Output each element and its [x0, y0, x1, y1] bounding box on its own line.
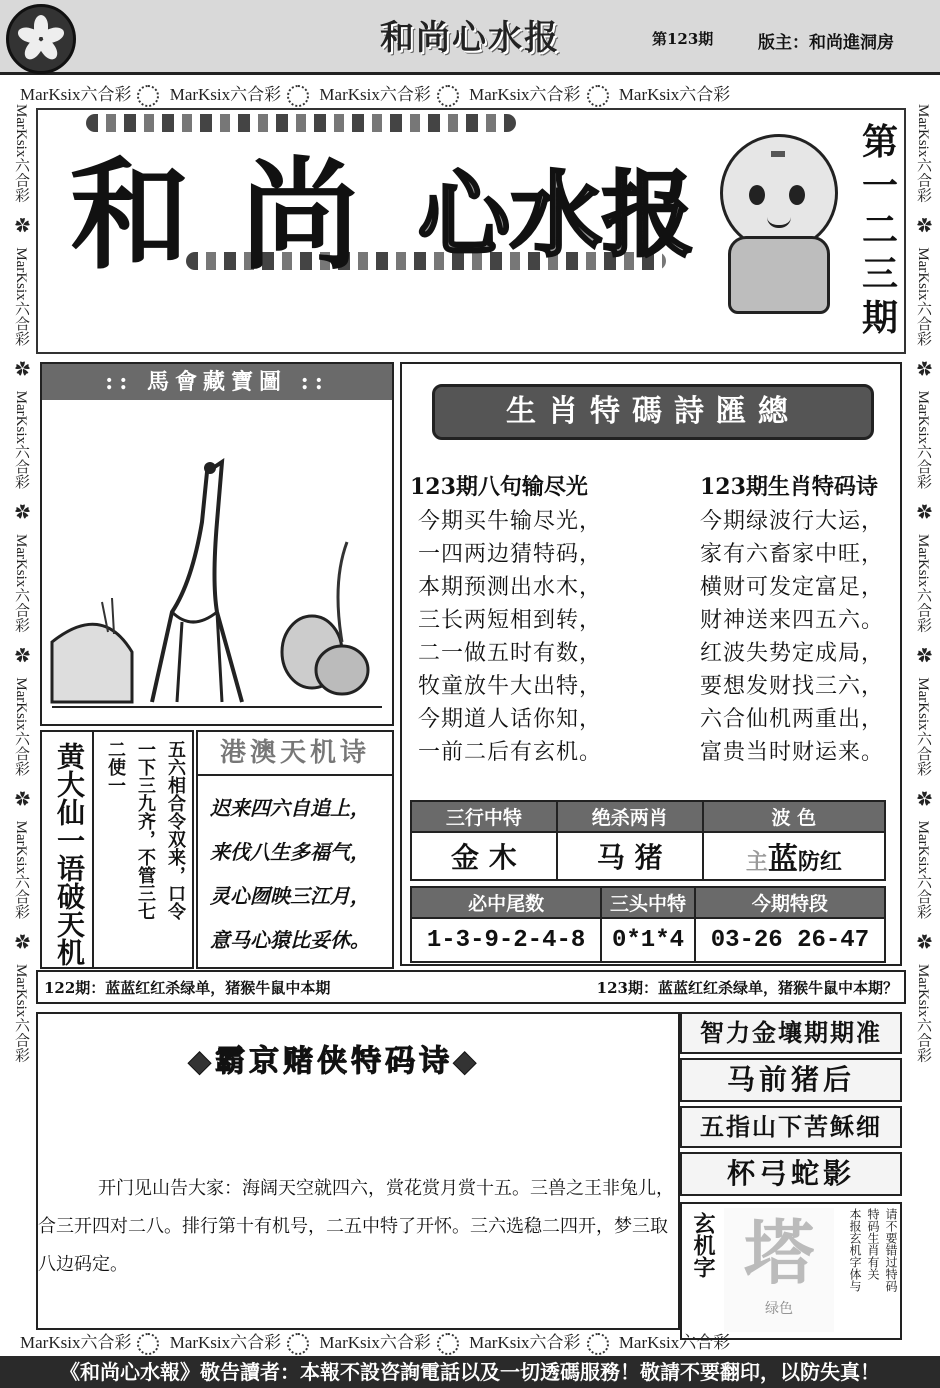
prediction-table-1 — [410, 800, 886, 881]
brand-label: MarKsix六合彩 — [13, 390, 29, 489]
poem-left-heading: 123期八句输尽光 — [410, 474, 588, 500]
brand-column-right: MarKsix六合彩 ✿ MarKsix六合彩 ✿ MarKsix六合彩 ✿ MarKsix六合彩 ✿ MarKsix六合彩 ✿ MarKsix六合彩 ✿ MarKsix六合彩 — [915, 104, 931, 1063]
verse-col: 一下三九齐，不管三七 — [135, 740, 156, 920]
brand-label: MarKsix六合彩 — [915, 390, 931, 489]
brand-label: MarKsix六合彩 — [13, 247, 29, 346]
table-header: 今期特段 — [695, 887, 885, 918]
brand-label: MarKsix六合彩 — [915, 677, 931, 776]
treasure-map-title: :: 馬會藏寶圖 :: — [42, 364, 392, 400]
brand-label: MarKsix六合彩 — [13, 533, 29, 633]
editor-name: 版主：和尚進洞房 — [758, 33, 894, 53]
huangdaxian-title: 黄大仙一语破天机 — [53, 742, 86, 966]
issue-char: 第 — [861, 121, 898, 163]
poem-line: 红波失势定成局， — [700, 641, 885, 666]
gangao-title: 港澳天机诗 — [198, 732, 392, 776]
gangao-line: 灵心囫映三江月， — [210, 884, 370, 908]
issue-vertical — [858, 120, 902, 340]
poem-line: 今期绿波行大运， — [700, 509, 885, 534]
brand-column-left: MarKsix六合彩 ✿ MarKsix六合彩 ✿ MarKsix六合彩 ✿ MarKsix六合彩 ✿ MarKsix六合彩 ✿ MarKsix六合彩 ✿ MarKsix六合彩 — [13, 104, 29, 1063]
xuanji-box — [680, 1202, 902, 1340]
verse-col: 二使一 — [105, 740, 126, 794]
brand-label: MarKsix六合彩 — [319, 1333, 431, 1352]
poem-line: 财神送来四五六。 — [700, 608, 885, 633]
brand-label: MarKsix六合彩 — [13, 963, 29, 1063]
poem-line: 一四两边猜特码， — [418, 542, 603, 567]
poem-line: 今期买牛输尽光， — [418, 509, 603, 534]
header-title: 和尚心水报 — [380, 18, 560, 58]
table-header: 绝杀两肖 — [557, 801, 703, 832]
poem-line: 横财可发定富足， — [700, 575, 885, 600]
brand-row-top — [20, 80, 920, 104]
brand-label: MarKsix六合彩 — [20, 85, 132, 104]
note-current: 123期：蓝蓝红红杀绿单，猪猴牛鼠中本期？ — [596, 979, 898, 997]
diamond-icon: ◆ — [453, 1044, 481, 1079]
issue-char: 期 — [861, 297, 898, 339]
brand-label: MarKsix六合彩 — [169, 1333, 282, 1352]
gangao-panel — [196, 730, 394, 969]
flower-icon — [287, 1333, 309, 1355]
flower-icon — [137, 1333, 159, 1355]
masthead-subtitle: 心水报 — [418, 162, 695, 269]
wave-color-cell — [703, 832, 885, 880]
flower-icon — [437, 85, 459, 107]
wave-main-label: 主 — [745, 849, 768, 875]
xuanji-note: 请不要错过特码 — [884, 1208, 898, 1292]
brand-label: MarKsix六合彩 — [915, 963, 931, 1063]
brand-label: MarKsix六合彩 — [20, 1333, 132, 1352]
xuanji-notes — [838, 1208, 900, 1332]
brand-label: MarKsix六合彩 — [13, 677, 29, 776]
brand-label: MarKsix六合彩 — [915, 104, 931, 203]
flower-icon — [437, 1333, 459, 1355]
table-cell: 03-26 26-47 — [695, 918, 885, 962]
poem-left — [410, 470, 650, 769]
gamble-paragraph: 开门见山告大家：海阔天空就四六，赏花赏月赏十五。三兽之王非兔儿，合三开四对二八。排行第十有机号，二五中特了开怀。三六选稳二四开，梦三取八边码定。 — [38, 1178, 674, 1275]
table-cell: 0*1*4 — [601, 918, 695, 962]
table-cell: 1-3-9-2-4-8 — [411, 918, 601, 962]
xuanji-image — [724, 1208, 834, 1332]
treasure-map-panel — [40, 362, 394, 726]
brand-label: MarKsix六合彩 — [915, 247, 931, 346]
result-note-bar — [36, 970, 906, 1004]
brand-label: MarKsix六合彩 — [13, 104, 29, 203]
poem-line: 家有六畜家中旺， — [700, 542, 885, 567]
right-column — [680, 1012, 902, 1326]
table-cell: 马 猪 — [557, 832, 703, 880]
wave-main: 蓝 — [767, 842, 798, 877]
poem-line: 今期道人话你知， — [418, 707, 603, 732]
poem-line: 要想发财找三六， — [700, 674, 885, 699]
brand-label: MarKsix六合彩 — [169, 85, 282, 104]
poem-line: 二一做五时有数， — [418, 641, 603, 666]
prediction-table-2 — [410, 886, 886, 963]
table-header: 三头中特 — [601, 887, 695, 918]
monk-mascot-icon — [720, 134, 838, 252]
poem-right-heading: 123期生肖特码诗 — [700, 474, 878, 500]
poem-line: 本期预测出水木， — [418, 575, 603, 600]
brand-label: MarKsix六合彩 — [618, 85, 731, 104]
table-cell: 金 木 — [411, 832, 557, 880]
monk-body — [728, 236, 830, 314]
xuanji-label: 玄机字 — [690, 1212, 716, 1278]
issue-char: 二 — [861, 209, 898, 251]
gangao-line: 意马心猿比妥休。 — [210, 928, 370, 952]
bauhinia-logo-icon — [6, 4, 76, 74]
poems-banner-text: 生肖特碼詩匯總 — [506, 394, 800, 429]
wave-guard: 防红 — [797, 849, 842, 875]
gamble-poem-panel — [36, 1012, 680, 1330]
zhili-box: 智力金壤期期准 — [680, 1012, 902, 1054]
poem-right — [700, 470, 896, 769]
brand-label: MarKsix六合彩 — [469, 85, 581, 104]
gangao-line: 迟来四六自追上， — [210, 796, 370, 820]
huangdaxian-verse — [94, 740, 190, 962]
xuanji-note: 本报玄机字体与 — [848, 1208, 862, 1292]
gamble-title — [188, 1036, 480, 1080]
brand-label: MarKsix六合彩 — [319, 85, 431, 104]
wuzhi-box: 五指山下苦稣细 — [680, 1106, 902, 1148]
xuanji-char: 塔 — [744, 1211, 814, 1294]
brand-label: MarKsix六合彩 — [915, 533, 931, 633]
footer-notice: 《和尚心水報》敬告讀者：本報不設咨詢電話以及一切透碼服務！敬請不要翻印，以防失真！ — [0, 1356, 940, 1388]
table-header: 波 色 — [703, 801, 885, 832]
poem-line: 富贵当时财运来。 — [700, 740, 885, 765]
table-header: 必中尾数 — [411, 887, 601, 918]
poems-banner — [432, 384, 874, 440]
table-header: 三行中特 — [411, 801, 557, 832]
poem-line: 一前二后有玄机。 — [418, 740, 603, 765]
brand-label: MarKsix六合彩 — [915, 820, 931, 919]
issue-char: 三 — [861, 253, 898, 295]
poem-line: 三长两短相到转， — [418, 608, 603, 633]
giraffe-illustration-icon — [42, 402, 388, 720]
brand-label: MarKsix六合彩 — [13, 820, 29, 919]
issue-char: 一 — [861, 165, 898, 207]
mp-box: 马前猪后 — [680, 1058, 902, 1102]
flower-icon — [287, 85, 309, 107]
flower-icon — [137, 85, 159, 107]
brand-label: MarKsix六合彩 — [618, 1333, 731, 1352]
gangao-line: 来伐八生多福气， — [210, 840, 370, 864]
flower-icon — [587, 1333, 609, 1355]
brand-label: MarKsix六合彩 — [469, 1333, 581, 1352]
xuanji-note: 特码生肖有关 — [866, 1208, 880, 1280]
poem-line: 牧童放牛大出特， — [418, 674, 603, 699]
note-previous: 122期：蓝蓝红红杀绿单，猪猴牛鼠中本期 — [44, 979, 331, 997]
verse-col: 五六相合令双来，口令 — [165, 740, 186, 920]
poem-line: 六合仙机两重出， — [700, 707, 885, 732]
gamble-title-text: 霸京赌侠特码诗 — [215, 1044, 454, 1079]
issue-number: 第123期 — [652, 30, 714, 48]
flower-icon — [587, 85, 609, 107]
masthead-char-shang: 尚 — [240, 145, 360, 286]
bei-box: 杯弓蛇影 — [680, 1152, 902, 1196]
xuanji-sub: 绿色 — [765, 1301, 793, 1317]
diamond-icon: ◆ — [188, 1044, 216, 1079]
masthead-char-he: 和 — [70, 145, 190, 286]
huangdaxian-panel — [40, 730, 194, 969]
